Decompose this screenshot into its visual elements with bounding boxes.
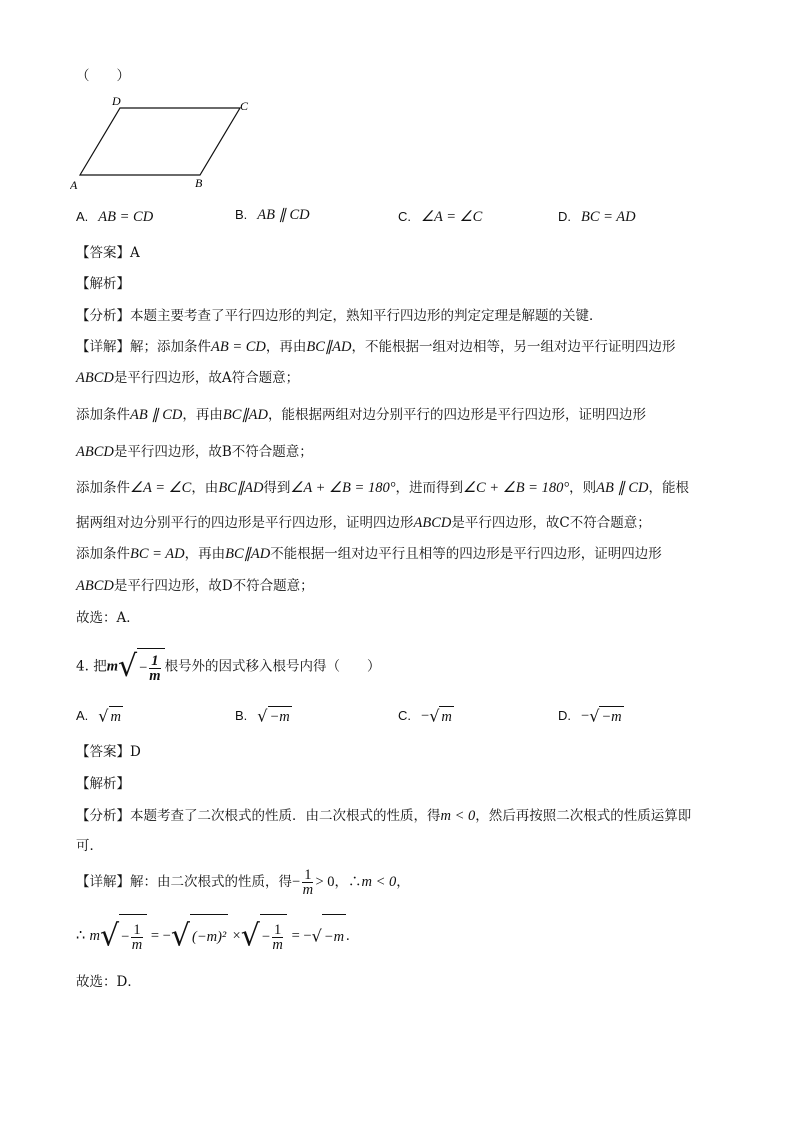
text: 【详解】解：由二次根式的性质，得 xyxy=(76,874,292,890)
option-math: AB = CD xyxy=(98,209,154,225)
vertex-label-a: A xyxy=(70,178,78,192)
text: 是平行四边形，故B不符合题意； xyxy=(113,444,313,460)
math: BC∥AD xyxy=(222,407,268,423)
math: − xyxy=(139,660,148,676)
q4-fenxi-line-1 xyxy=(76,806,691,826)
q3-detail-line-3 xyxy=(76,405,646,425)
option-label: B. xyxy=(235,207,248,222)
math: AB ∥ CD xyxy=(130,407,183,423)
math: × xyxy=(232,928,241,944)
text: ，能根 xyxy=(648,480,690,496)
math: ∠C + ∠B = 180° xyxy=(463,480,570,496)
text: ，进而得到 xyxy=(395,480,463,496)
denominator: m xyxy=(131,937,143,953)
question-number: 4. xyxy=(76,658,89,675)
sqrt-sign: √ xyxy=(429,706,440,726)
math: − xyxy=(421,708,430,724)
fraction xyxy=(149,654,160,683)
parallelogram-shape xyxy=(80,108,240,175)
q4-equation-line xyxy=(76,914,350,958)
math: m < 0 xyxy=(440,808,476,824)
text: 添加条件 xyxy=(76,407,130,423)
option-label: D. xyxy=(558,209,571,224)
option-label: C. xyxy=(398,708,411,723)
q4-stem xyxy=(76,648,381,684)
sqrt-sign: √ xyxy=(170,918,190,954)
text: ，再由 xyxy=(265,339,307,355)
math: m < 0 xyxy=(361,874,397,890)
fraction xyxy=(131,923,142,952)
vertex-label-b: B xyxy=(195,176,203,190)
math: BC∥AD xyxy=(306,339,352,355)
math: ∠A = ∠C xyxy=(130,480,192,496)
text: ，不能根据一组对边相等，另一组对边平行证明四边形 xyxy=(351,339,676,355)
q4-detail-line-1 xyxy=(76,862,410,902)
text: 把 xyxy=(93,658,107,675)
q3-detail-line-8 xyxy=(76,576,314,596)
math: − xyxy=(581,708,590,724)
text: 得到 xyxy=(263,480,291,496)
sqrt-sign: √ xyxy=(589,706,600,726)
q4-option-c xyxy=(398,706,454,727)
math: − xyxy=(121,929,130,945)
q3-answer: 【答案】A xyxy=(76,245,140,261)
text: 添加条件 xyxy=(76,480,130,496)
q3-option-a xyxy=(76,207,153,227)
radicand: −m xyxy=(599,706,623,727)
option-label: D. xyxy=(558,708,571,723)
option-math: BC = AD xyxy=(581,209,636,225)
text: ，则 xyxy=(569,480,597,496)
text: 是平行四边形，故A符合题意； xyxy=(113,370,300,386)
q4-option-a xyxy=(76,706,123,727)
option-math: AB ∥ CD xyxy=(257,207,310,223)
math: BC∥AD xyxy=(218,480,264,496)
math: . xyxy=(346,928,350,944)
math: = − xyxy=(150,928,171,944)
radicand xyxy=(260,914,287,959)
sqrt-sign: √ xyxy=(117,649,138,684)
text: ，然后再按照二次根式的性质运算即 xyxy=(475,808,692,824)
vertex-label-d: D xyxy=(112,94,121,108)
q3-option-b xyxy=(235,205,310,225)
math: = − xyxy=(291,928,312,944)
fraction xyxy=(272,923,283,952)
math: > 0 xyxy=(315,874,335,890)
q3-detail-line-6 xyxy=(76,513,651,533)
math: ∠A + ∠B = 180° xyxy=(290,480,396,496)
text: ，能根据两组对边分别平行的四边形是平行四边形，证明四边形 xyxy=(267,407,646,423)
q3-option-c xyxy=(398,207,482,227)
radicand xyxy=(119,914,146,959)
math: BC = AD xyxy=(130,546,185,562)
math: ABCD xyxy=(76,370,114,386)
text: 添加条件 xyxy=(76,546,130,562)
text: ，再由 xyxy=(184,546,226,562)
q4-option-d xyxy=(558,706,624,727)
radicand: (−m)² xyxy=(190,914,228,959)
sqrt-expression xyxy=(118,648,165,686)
sqrt-sign: √ xyxy=(311,926,322,946)
q4-fenxi-line-2: 可． xyxy=(76,838,103,854)
q3-detail-line-1 xyxy=(76,337,676,357)
radicand: m xyxy=(109,706,123,727)
q4-answer: 【答案】D xyxy=(76,744,141,760)
math: ABCD xyxy=(413,515,452,531)
q3-detail-line-4 xyxy=(76,442,313,462)
text: ， xyxy=(396,874,410,890)
q3-paren: （ ） xyxy=(76,68,130,84)
denominator: m xyxy=(272,937,283,953)
q3-choose: 故选：A． xyxy=(76,610,140,626)
math: m xyxy=(106,658,118,675)
sqrt-sign: √ xyxy=(100,918,120,954)
text: 是平行四边形，故C不符合题意； xyxy=(451,515,651,531)
text: ，∴ xyxy=(334,874,362,890)
q3-detail-line-2 xyxy=(76,368,299,388)
q3-detail-line-5 xyxy=(76,478,689,498)
radicand: −m xyxy=(322,914,346,959)
sqrt-expression xyxy=(171,914,228,959)
math: ABCD xyxy=(76,444,114,460)
math: BC∥AD xyxy=(225,546,271,562)
option-label: A. xyxy=(76,209,89,224)
parallelogram-figure xyxy=(70,92,270,192)
text: 【详解】解；添加条件 xyxy=(76,339,211,355)
math: − xyxy=(261,929,271,945)
option-math: ∠A = ∠C xyxy=(421,209,483,225)
sqrt-sign: √ xyxy=(98,706,109,726)
fraction xyxy=(302,868,313,897)
text: ，由 xyxy=(191,480,219,496)
q4-analysis-heading: 【解析】 xyxy=(76,776,130,792)
math: AB = CD xyxy=(211,339,266,355)
q3-analysis-heading: 【解析】 xyxy=(76,276,130,292)
q3-fenxi: 【分析】本题主要考查了平行四边形的判定，熟知平行四边形的判定定理是解题的关键． xyxy=(76,308,603,324)
math: m xyxy=(89,928,101,944)
option-label: A. xyxy=(76,708,89,723)
denominator: m xyxy=(302,882,314,898)
sqrt-expression xyxy=(241,914,288,959)
vertex-label-c: C xyxy=(240,99,249,113)
sqrt-expression xyxy=(100,914,147,959)
text: 是平行四边形，故D不符合题意； xyxy=(113,578,314,594)
math: ∴ xyxy=(76,928,86,944)
text: 【分析】本题考查了二次根式的性质．由二次根式的性质，得 xyxy=(76,808,441,824)
numerator: 1 xyxy=(304,867,312,883)
math: AB ∥ CD xyxy=(596,480,649,496)
q3-detail-line-7 xyxy=(76,544,662,564)
denominator: m xyxy=(149,668,161,684)
text: 据两组对边分别平行的四边形是平行四边形，证明四边形 xyxy=(76,515,414,531)
q4-option-b xyxy=(235,706,292,727)
text: 根号外的因式移入根号内得（ ） xyxy=(164,658,381,675)
sqrt-sign: √ xyxy=(257,706,268,726)
text: ，再由 xyxy=(182,407,223,423)
numerator: 1 xyxy=(133,922,141,938)
radicand xyxy=(137,648,164,686)
q4-choose: 故选：D． xyxy=(76,974,141,990)
option-label: B. xyxy=(235,708,248,723)
sqrt-sign: √ xyxy=(240,918,260,954)
radicand: m xyxy=(439,706,453,727)
radicand: −m xyxy=(268,706,292,727)
math: ABCD xyxy=(76,578,114,594)
numerator: 1 xyxy=(274,922,282,938)
numerator: 1 xyxy=(149,654,160,669)
text: 不能根据一组对边平行且相等的四边形是平行四边形，证明四边形 xyxy=(270,546,662,562)
q3-option-d xyxy=(558,207,636,227)
option-label: C. xyxy=(398,209,411,224)
math: − xyxy=(292,874,301,890)
